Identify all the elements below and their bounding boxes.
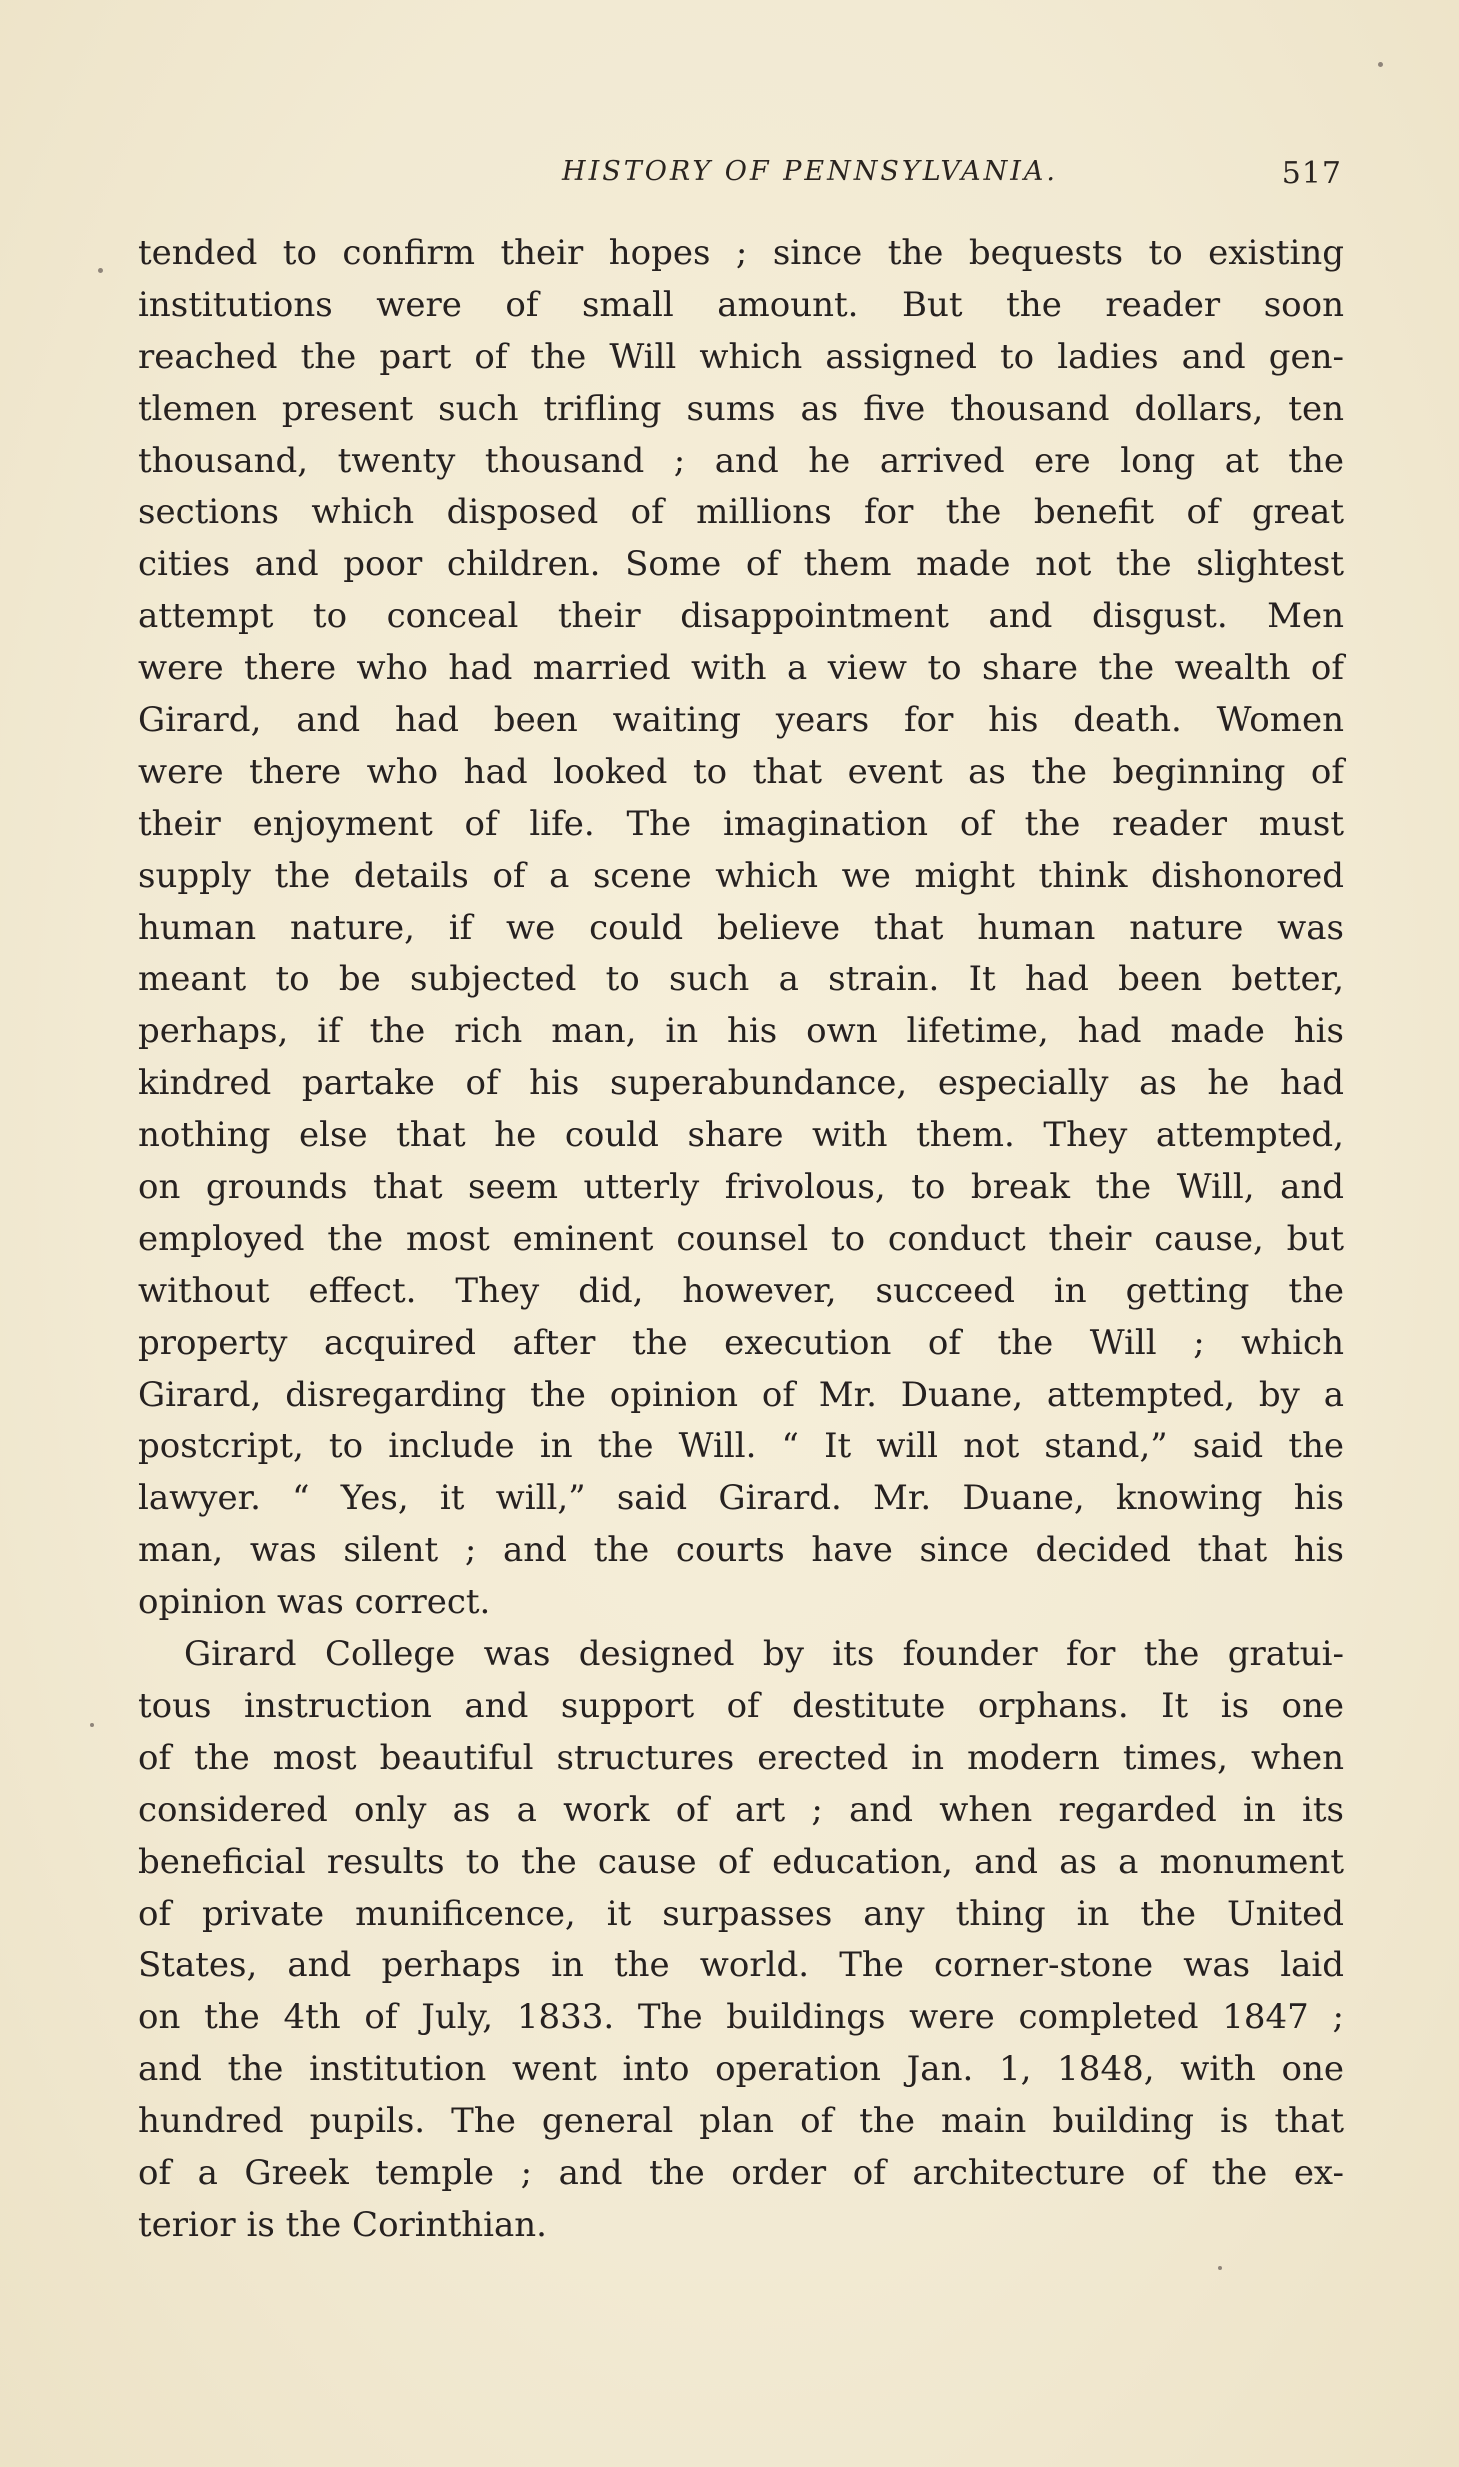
page-number: 517 <box>1281 156 1342 191</box>
text-line: and the institution went into operation Jan. 1, 1848, with one <box>138 2049 1344 2090</box>
text-line: their enjoyment of life. The imagination of the reader must <box>138 803 1344 844</box>
text-line: reached the part of the Will which assigned to ladies and gen- <box>138 336 1344 377</box>
text-line: man, was silent ; and the courts have since decided that his <box>138 1530 1344 1571</box>
text-line: postcript, to include in the Will. “ It will not stand,” said the <box>138 1426 1344 1467</box>
text-line: nothing else that he could share with them. They attempted, <box>138 1115 1344 1156</box>
text-line: beneficial results to the cause of education, and as a monument <box>138 1841 1344 1882</box>
body-text <box>138 228 1344 2252</box>
text-line: on grounds that seem utterly frivolous, to break the Will, and <box>138 1167 1344 1208</box>
text-line: cities and poor children. Some of them made not the slightest <box>138 544 1344 585</box>
text-line: institutions were of small amount. But the reader soon <box>138 284 1344 325</box>
text-line-paragraph-end: opinion was correct. <box>138 1582 491 1623</box>
text-line: attempt to conceal their disappointment and disgust. Men <box>138 596 1344 637</box>
text-line-paragraph-end: terior is the Corinthian. <box>138 2204 547 2245</box>
running-title: HISTORY OF PENNSYLVANIA. <box>562 156 1058 187</box>
text-line: considered only as a work of art ; and when regarded in its <box>138 1789 1344 1830</box>
text-line: meant to be subjected to such a strain. It had been better, <box>138 959 1344 1000</box>
text-line: of the most beautiful structures erected in modern times, when <box>138 1737 1344 1778</box>
text-line: tous instruction and support of destitute orphans. It is one <box>138 1685 1344 1726</box>
text-line: sections which disposed of millions for the benefit of great <box>138 492 1344 533</box>
text-line: on the 4th of July, 1833. The buildings were completed 1847 ; <box>138 1997 1344 2038</box>
ink-speck-bottom-right <box>1218 2266 1222 2270</box>
text-line: tended to confirm their hopes ; since the bequests to existing <box>138 233 1344 273</box>
text-line-paragraph-start: Girard College was designed by its founder for the gratui- <box>184 1634 1344 1675</box>
ink-speck-left <box>98 268 103 273</box>
text-line: of a Greek temple ; and the order of architecture of the ex- <box>138 2152 1344 2193</box>
text-line: Girard, disregarding the opinion of Mr. Duane, attempted, by a <box>138 1374 1344 1415</box>
text-line: of private munificence, it surpasses any thing in the United <box>138 1893 1344 1934</box>
text-line: human nature, if we could believe that human nature was <box>138 907 1344 948</box>
text-line: employed the most eminent counsel to conduct their cause, but <box>138 1218 1344 1259</box>
ink-speck-top-right <box>1378 62 1383 67</box>
text-line: tlemen present such trifling sums as five thousand dollars, ten <box>138 388 1344 429</box>
ink-speck-margin <box>90 1723 94 1727</box>
text-line: were there who had married with a view to share the wealth of <box>138 648 1344 689</box>
text-line: without effect. They did, however, succeed in getting the <box>138 1270 1344 1311</box>
text-line: hundred pupils. The general plan of the main building is that <box>138 2101 1344 2142</box>
text-line: kindred partake of his superabundance, especially as he had <box>138 1063 1344 1104</box>
text-line: thousand, twenty thousand ; and he arrived ere long at the <box>138 440 1344 481</box>
text-line: were there who had looked to that event as the beginning of <box>138 751 1344 792</box>
text-line: lawyer. “ Yes, it will,” said Girard. Mr. Duane, knowing his <box>138 1478 1344 1519</box>
text-line: Girard, and had been waiting years for his death. Women <box>138 700 1344 741</box>
text-line: perhaps, if the rich man, in his own lifetime, had made his <box>138 1011 1344 1052</box>
text-line: property acquired after the execution of the Will ; which <box>138 1322 1344 1363</box>
text-line: supply the details of a scene which we might think dishonored <box>138 855 1344 896</box>
text-line: States, and perhaps in the world. The corner-stone was laid <box>138 1945 1344 1986</box>
page-header <box>138 156 1342 200</box>
